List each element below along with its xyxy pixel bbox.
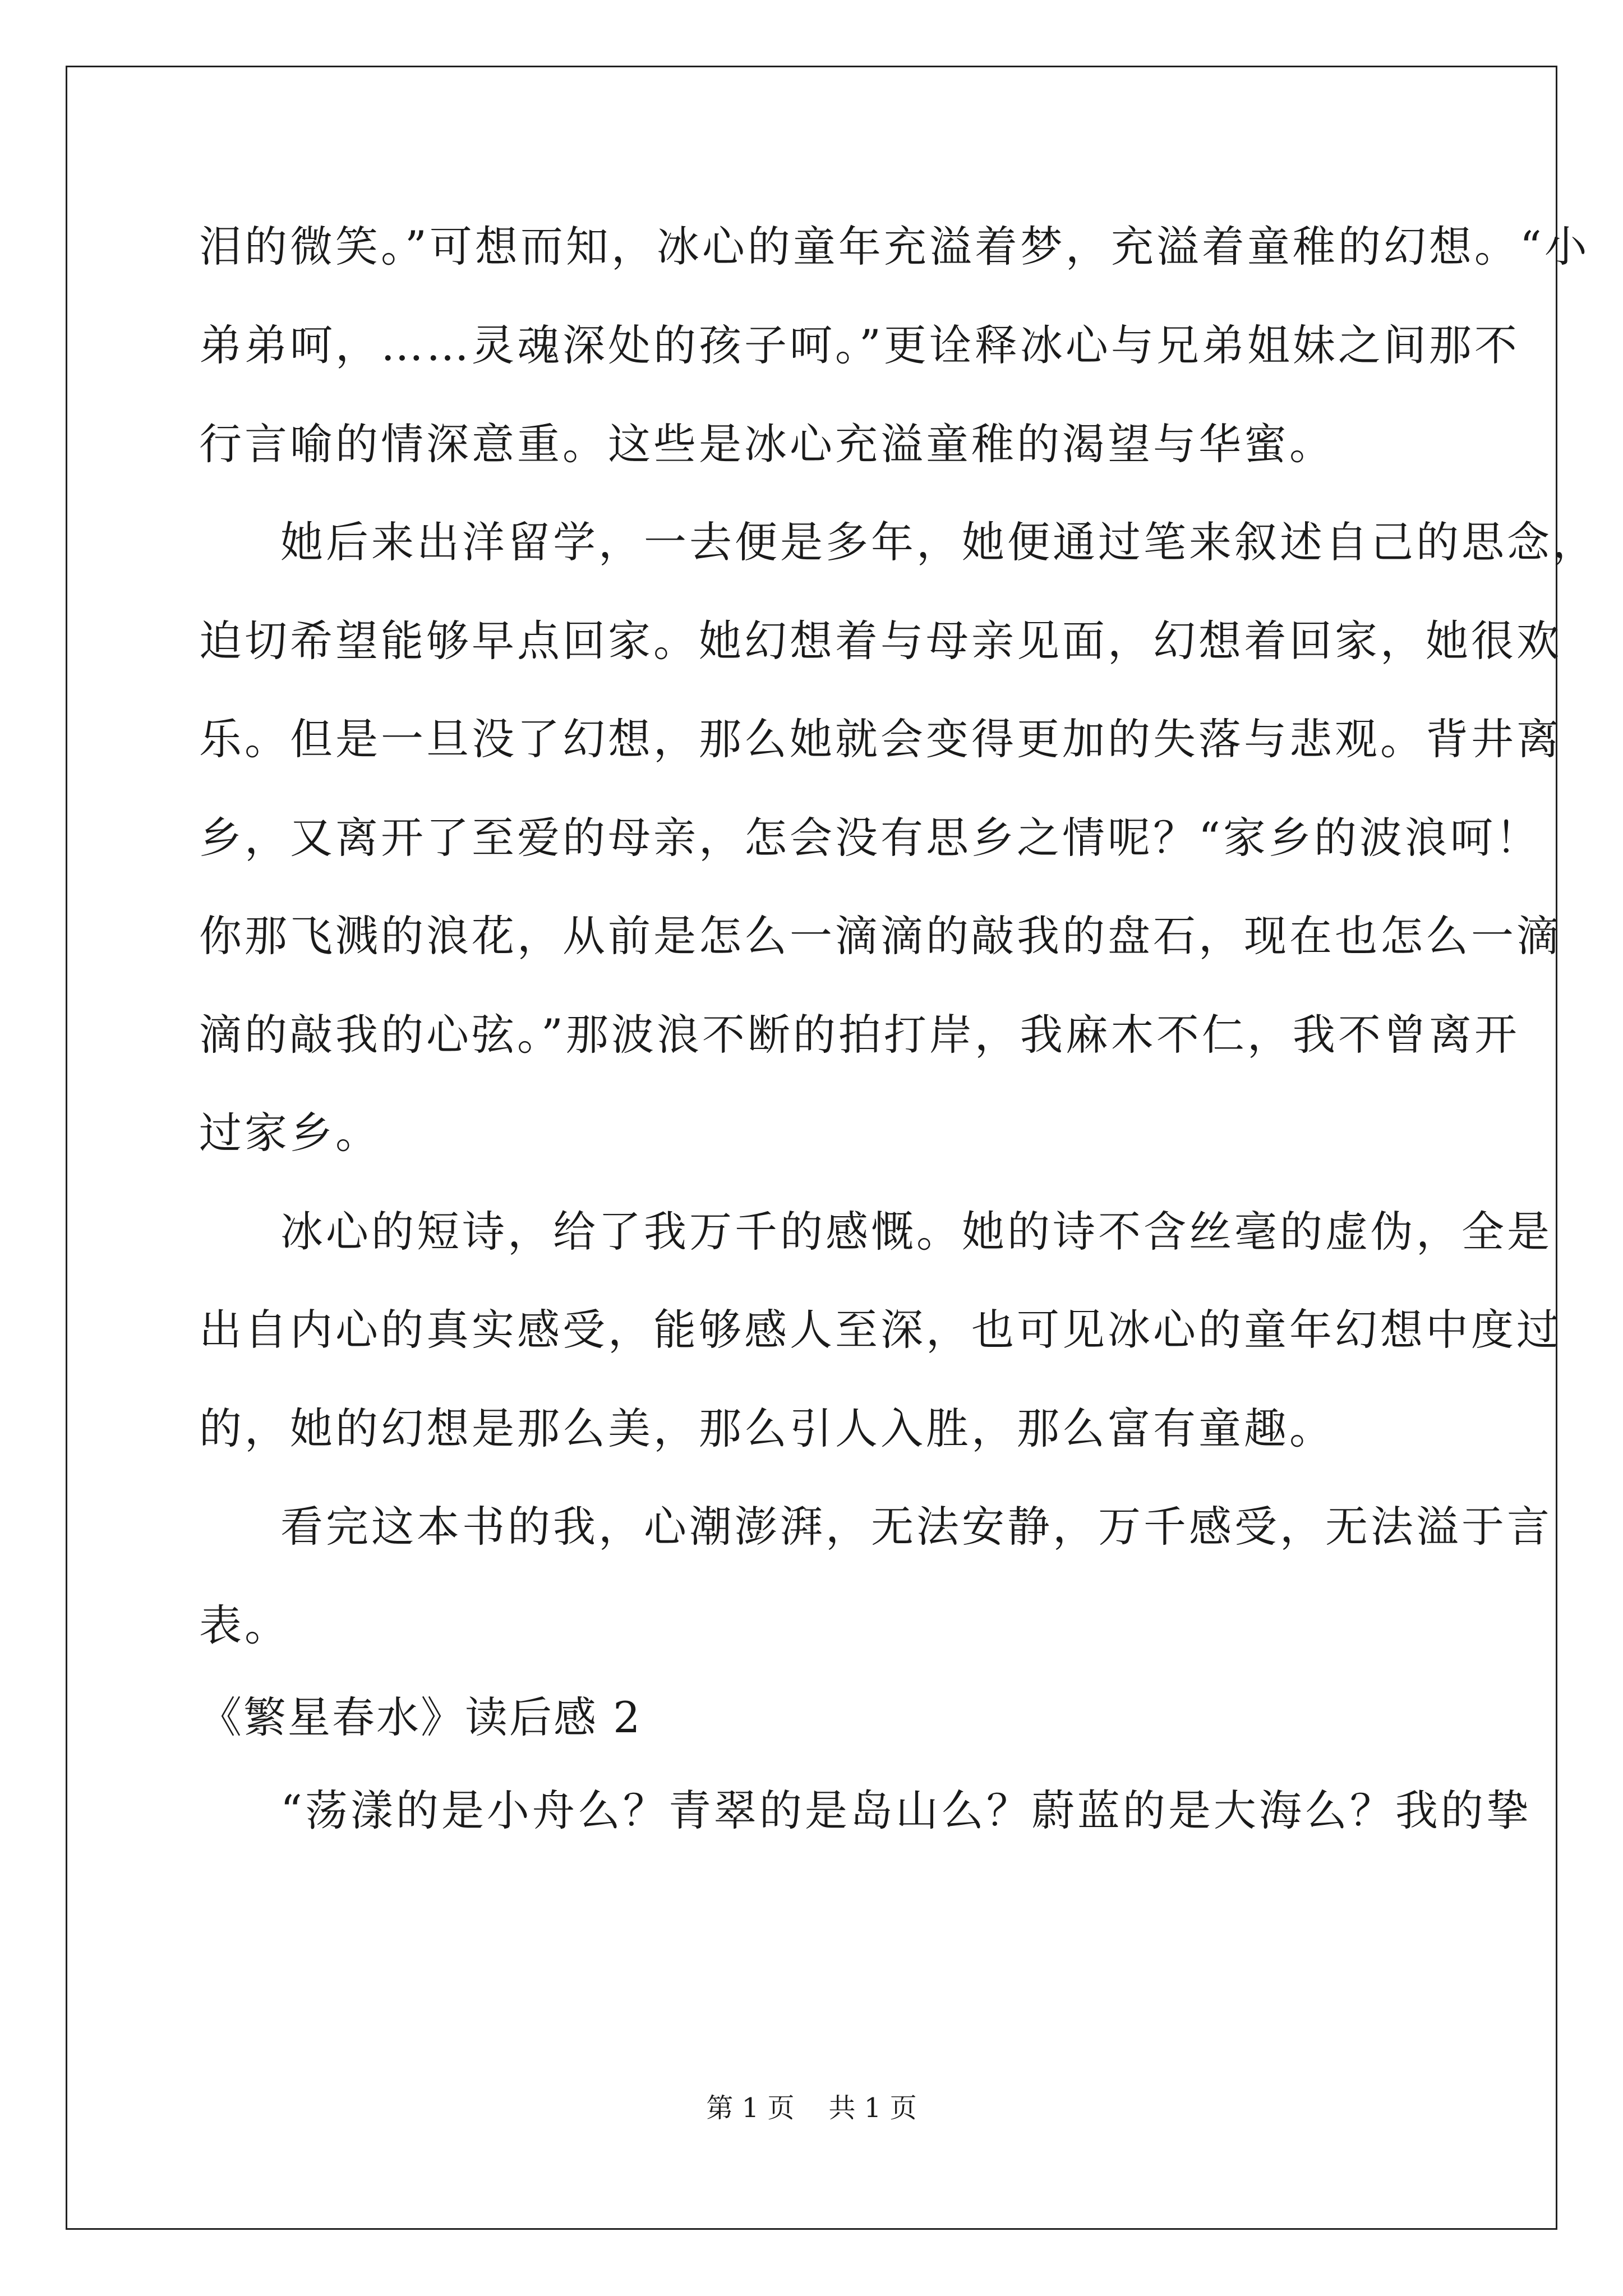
text-line: 看完这本书的我，心潮澎湃，无法安静，万千感受，无法溢于言: [280, 1502, 1552, 1552]
text-line: “荡漾的是小舟么？青翠的是岛山么？蔚蓝的是大海么？我的挚: [280, 1786, 1532, 1835]
text-line: 表。: [199, 1600, 290, 1650]
text-line: 冰心的短诗，给了我万千的感慨。她的诗不含丝毫的虚伪，全是: [280, 1207, 1552, 1257]
text-line: 你那飞溅的浪花，从前是怎么一滴滴的敲我的盘石，现在也怎么一滴: [199, 911, 1562, 961]
text-line: 乐。但是一旦没了幻想，那么她就会变得更加的失落与悲观。背井离: [199, 714, 1562, 764]
text-line: 出自内心的真实感受，能够感人至深，也可见冰心的童年幻想中度过: [199, 1305, 1562, 1355]
text-line: 她后来出洋留学，一去便是多年，她便通过笔来叙述自己的思念，: [280, 517, 1598, 567]
page-number-footer: 第 1 页 共 1 页: [706, 2092, 917, 2124]
text-line: 泪的微笑。”可想而知，冰心的童年充溢着梦，充溢着童稚的幻想。“小: [199, 222, 1590, 272]
text-line: 行言喻的情深意重。这些是冰心充溢童稚的渴望与华蜜。: [199, 419, 1335, 469]
text-line: 迫切希望能够早点回家。她幻想着与母亲见面，幻想着回家，她很欢: [199, 616, 1562, 666]
text-line: 乡，又离开了至爱的母亲，怎会没有思乡之情呢？“家乡的波浪呵！: [199, 813, 1541, 863]
text-line: 弟弟呵，……灵魂深处的孩子呵。”更诠释冰心与兄弟姐妹之间那不: [199, 320, 1520, 370]
text-line: 的，她的幻想是那么美，那么引人入胜，那么富有童趣。: [199, 1404, 1335, 1453]
text-line: 过家乡。: [199, 1108, 381, 1158]
section-heading: 《繁星春水》读后感 2: [199, 1692, 642, 1742]
text-line: 滴的敲我的心弦。”那波浪不断的拍打岸，我麻木不仁，我不曾离开: [199, 1010, 1520, 1060]
